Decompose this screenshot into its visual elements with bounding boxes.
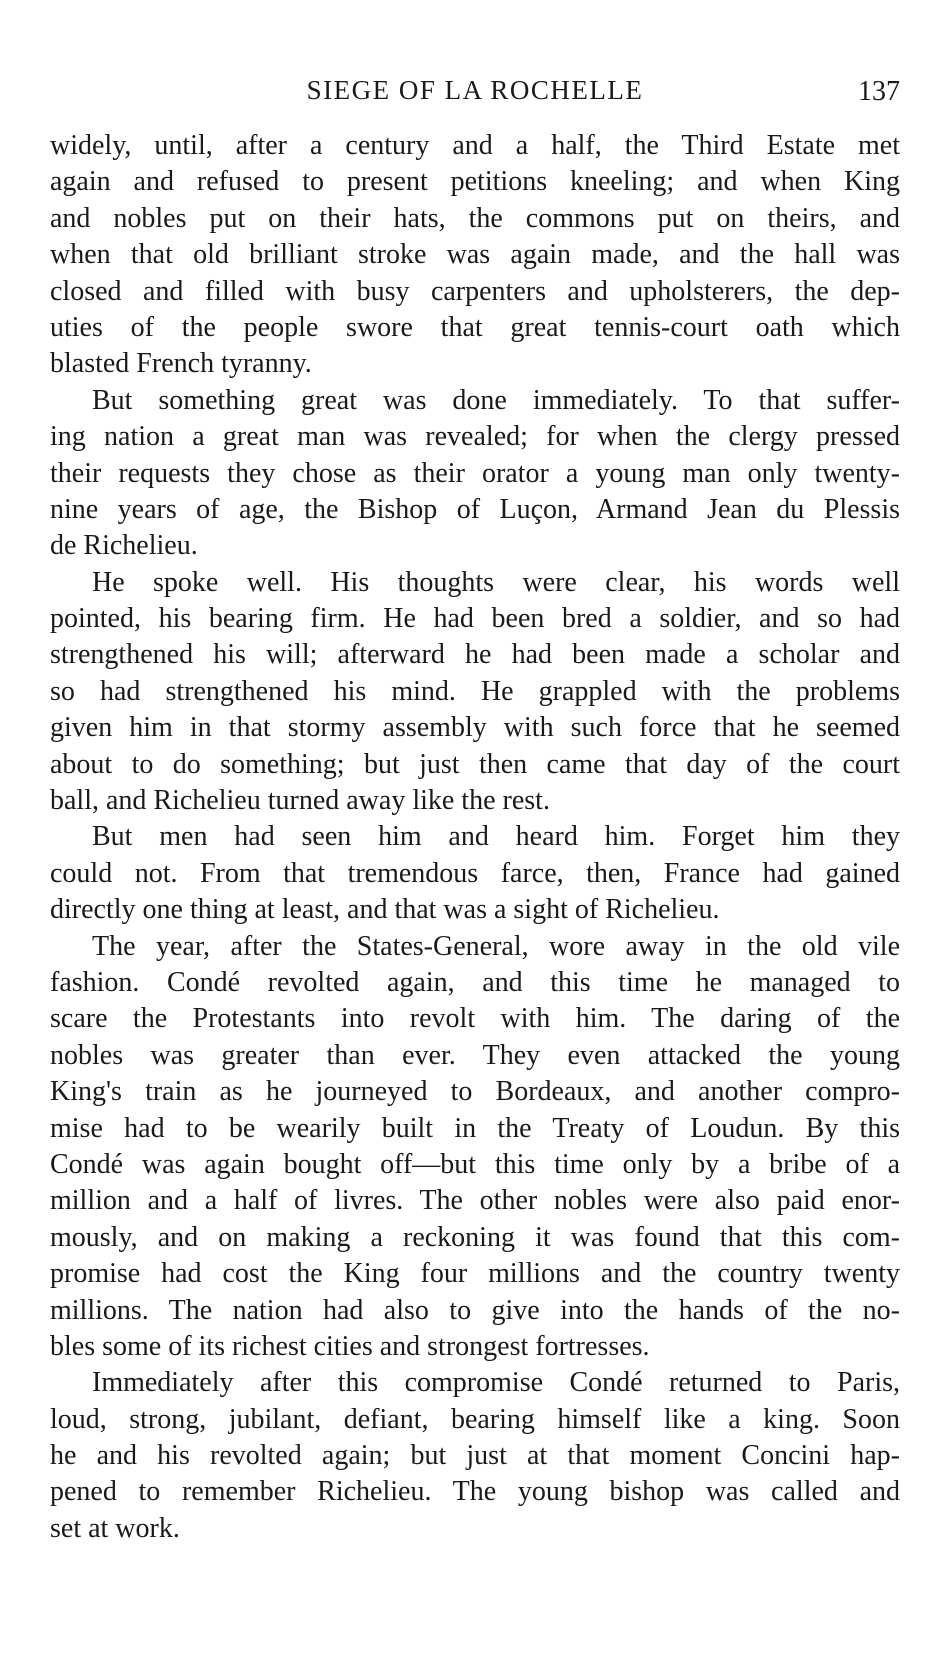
running-title: SIEGE OF LA ROCHELLE: [306, 75, 644, 105]
text-line: given him in that stormy assembly with such force that he seemed: [50, 712, 900, 744]
text-line: he and his revolted again; but just at that moment Concini hap-: [50, 1440, 900, 1472]
text-line: widely, until, after a century and a half, the Third Estate met: [50, 130, 900, 161]
text-line: But something great was done immediately. To that suffer-: [92, 384, 900, 416]
paragraph-5: [50, 929, 900, 1366]
text-line: Condé was again bought off—but this time only by a bribe of a: [50, 1148, 900, 1180]
text-line: mise had to be wearily built in the Treaty of Loudun. By this: [50, 1112, 900, 1144]
text-line: nine years of age, the Bishop of Luçon, Armand Jean du Plessis: [50, 493, 900, 525]
text-line: The year, after the States-General, wore away in the old vile: [92, 930, 900, 962]
text-line: King's train as he journeyed to Bordeaux, and another compro-: [50, 1076, 900, 1108]
text-line: when that old brilliant stroke was again made, and the hall was: [50, 239, 900, 271]
body-text: [50, 128, 900, 1547]
text-line: their requests they chose as their orator a young man only twenty-: [50, 457, 900, 489]
paragraph-1: [50, 128, 900, 383]
page-number: 137: [858, 76, 900, 107]
text-line: so had strengthened his mind. He grappled with the problems: [50, 675, 900, 707]
paragraph-6: [50, 1365, 900, 1547]
text-line: pened to remember Richelieu. The young bishop was called and: [50, 1476, 900, 1508]
running-head: [50, 70, 900, 110]
text-line: ing nation a great man was revealed; for when the clergy pressed: [50, 421, 900, 453]
text-line: promise had cost the King four millions and the country twenty: [50, 1258, 900, 1290]
text-line: millions. The nation had also to give into the hands of the no-: [50, 1294, 900, 1326]
text-line: But men had seen him and heard him. Forget him they: [92, 821, 900, 853]
text-line: million and a half of livres. The other nobles were also paid enor-: [50, 1185, 900, 1217]
text-line: ball, and Richelieu turned away like the rest.: [50, 785, 550, 817]
text-line: pointed, his bearing firm. He had been bred a soldier, and so had: [50, 603, 900, 635]
text-line: set at work.: [50, 1512, 180, 1544]
text-line: blasted French tyranny.: [50, 348, 312, 380]
text-line: bles some of its richest cities and strongest fortresses.: [50, 1330, 650, 1362]
text-line: He spoke well. His thoughts were clear, his words well: [92, 566, 900, 598]
text-line: strengthened his will; afterward he had been made a scholar and: [50, 639, 900, 671]
text-line: fashion. Condé revolted again, and this time he managed to: [50, 966, 900, 998]
text-line: could not. From that tremendous farce, then, France had gained: [50, 857, 900, 889]
text-line: loud, strong, jubilant, defiant, bearing himself like a king. Soon: [50, 1403, 900, 1435]
paragraph-4: [50, 819, 900, 928]
text-line: again and refused to present petitions kneeling; and when King: [50, 166, 900, 198]
paragraph-3: [50, 565, 900, 820]
text-line: Immediately after this compromise Condé returned to Paris,: [92, 1367, 900, 1399]
paragraph-2: [50, 383, 900, 565]
text-line: closed and filled with busy carpenters and upholsterers, the dep-: [50, 275, 900, 307]
text-line: directly one thing at least, and that was a sight of Richelieu.: [50, 894, 720, 926]
text-line: and nobles put on their hats, the commons put on theirs, and: [50, 202, 900, 234]
text-line: nobles was greater than ever. They even attacked the young: [50, 1039, 900, 1071]
text-line: mously, and on making a reckoning it was found that this com-: [50, 1221, 900, 1253]
text-line: about to do something; but just then came that day of the court: [50, 748, 900, 780]
text-line: scare the Protestants into revolt with him. The daring of the: [50, 1003, 900, 1035]
text-line: uties of the people swore that great tennis-court oath which: [50, 311, 900, 343]
text-line: de Richelieu.: [50, 530, 198, 562]
